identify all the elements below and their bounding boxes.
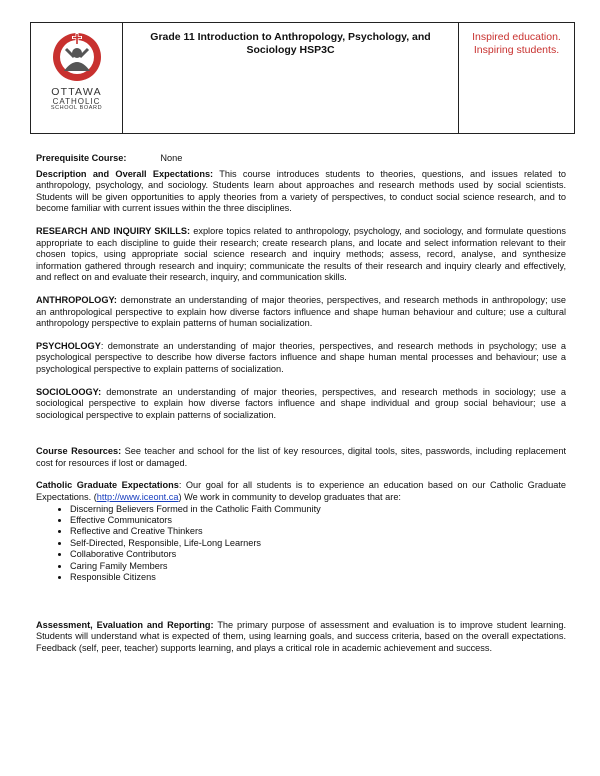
assessment-paragraph — [36, 620, 566, 655]
description-label: Description and Overall Expectations: — [36, 168, 214, 179]
psychology-text: : demonstrate an understanding of major theories, perspectives, and research methods in psychology; use a psychological perspective to describe how diverse factors influence and shape human mental processes and behaviour; use a psychological perspective to explain patterns of socialization. — [36, 340, 566, 374]
resources-text: See teacher and school for the list of key resources, digital tools, sites, passwords, including replacement cost for resources if lost or damaged. — [36, 446, 567, 468]
anthropology-paragraph — [36, 295, 566, 330]
description-text: This course introduces students to theories, questions, and issues related to anthropology, psychology, and sociology. Students learn about approaches and research methods used by social scientists. Students will be given opportunities to apply theories from a variety of perspectives, to conduct social science research, and to become familiar with current issues within the three disciplines. — [36, 168, 567, 214]
research-paragraph — [36, 226, 566, 284]
org-line3: SCHOOL BOARD — [50, 105, 103, 112]
list-item: • Responsible Citizens — [70, 572, 566, 583]
tagline-line1: Inspired education. — [472, 31, 561, 43]
psychology-label: PSYCHOLOGY — [36, 340, 101, 351]
psychology-paragraph — [36, 341, 566, 376]
list-item: • Caring Family Members — [70, 561, 566, 572]
graduate-text-before: : Our goal for all students is to experience an education based on our Catholic Graduate Expectations. ( — [36, 480, 566, 503]
anthropology-text: demonstrate an understanding of major theories, perspectives, and research methods in anthropology; use an anthropological perspective to explain how diverse factors influence and shape human behaviour and culture; use a cultural anthropology perspective to explain patterns of human socialization. — [36, 294, 566, 329]
sociology-paragraph — [36, 387, 566, 422]
description-paragraph — [36, 169, 566, 215]
prerequisite-label: Prerequisite Course: — [36, 153, 127, 163]
logo-cell — [31, 23, 123, 133]
list-item: • Discerning Believers Formed in the Catholic Faith Community — [70, 504, 566, 515]
list-item: • Effective Communicators — [70, 515, 566, 526]
graduate-expectations-list — [36, 504, 566, 584]
document-body — [36, 153, 566, 665]
list-item: • Collaborative Contributors — [70, 549, 566, 560]
research-label: RESEARCH AND INQUIRY SKILLS: — [36, 225, 191, 236]
resources-label: Course Resources: — [36, 446, 122, 457]
anthropology-label: ANTHROPOLOGY: — [36, 294, 117, 305]
graduate-text-after: ) We work in community to develop graduates that are: — [178, 492, 401, 503]
prerequisite-line — [36, 153, 566, 165]
tagline — [459, 23, 574, 133]
tagline-line2: Inspiring students. — [473, 43, 560, 56]
prerequisite-value: None — [160, 153, 183, 163]
graduate-label: Catholic Graduate Expectations — [36, 480, 179, 491]
org-name — [51, 87, 102, 112]
sociology-text: demonstrate an understanding of major theories, perspectives, and research methods in sociology; use a sociological perspective to explain how diverse factors influence and shape individual and group social behaviour; use a sociological perspective to explain patterns of socialization. — [36, 386, 566, 420]
sociology-label: SOCIOLOOGY: — [36, 386, 102, 397]
course-title: Grade 11 Introduction to Anthropology, Psychology, and Sociology HSP3C — [123, 23, 459, 133]
document-header — [30, 22, 575, 134]
assessment-label: Assessment, Evaluation and Reporting: — [36, 619, 214, 630]
resources-paragraph — [36, 446, 566, 469]
list-item: • Reflective and Creative Thinkers — [70, 526, 566, 537]
research-text: explore topics related to anthropology, psychology, and sociology, and formulate questions appropriate to each discipline to guide their research; create research plans, and locate and select information relevant to their chosen topics, using appropriate social science research and inquiry methods; assess, record, analyse, and synthesize information gathered through research and inquiry; communicate the results of their research and inquiry clearly and effectively, and reflect on and evaluate their research, inquiry, and communication skills. — [36, 225, 566, 283]
assessment-text: The primary purpose of assessment and evaluation is to improve student learning. Students will understand what is expected of them, using learning goals, and success criteria, based on the overall expectations. Feedback (self, peer, teacher) supports learning, and plays a critical role in academic achievement and success. — [36, 619, 566, 653]
graduate-paragraph — [36, 480, 566, 503]
org-line2: CATHOLIC — [52, 97, 101, 107]
list-item: • Self-Directed, Responsible, Life-Long Learners — [70, 538, 566, 549]
school-board-logo-icon — [52, 31, 102, 83]
org-line1: OTTAWA — [51, 86, 102, 98]
iceont-link[interactable]: http://www.iceont.ca — [96, 492, 179, 503]
